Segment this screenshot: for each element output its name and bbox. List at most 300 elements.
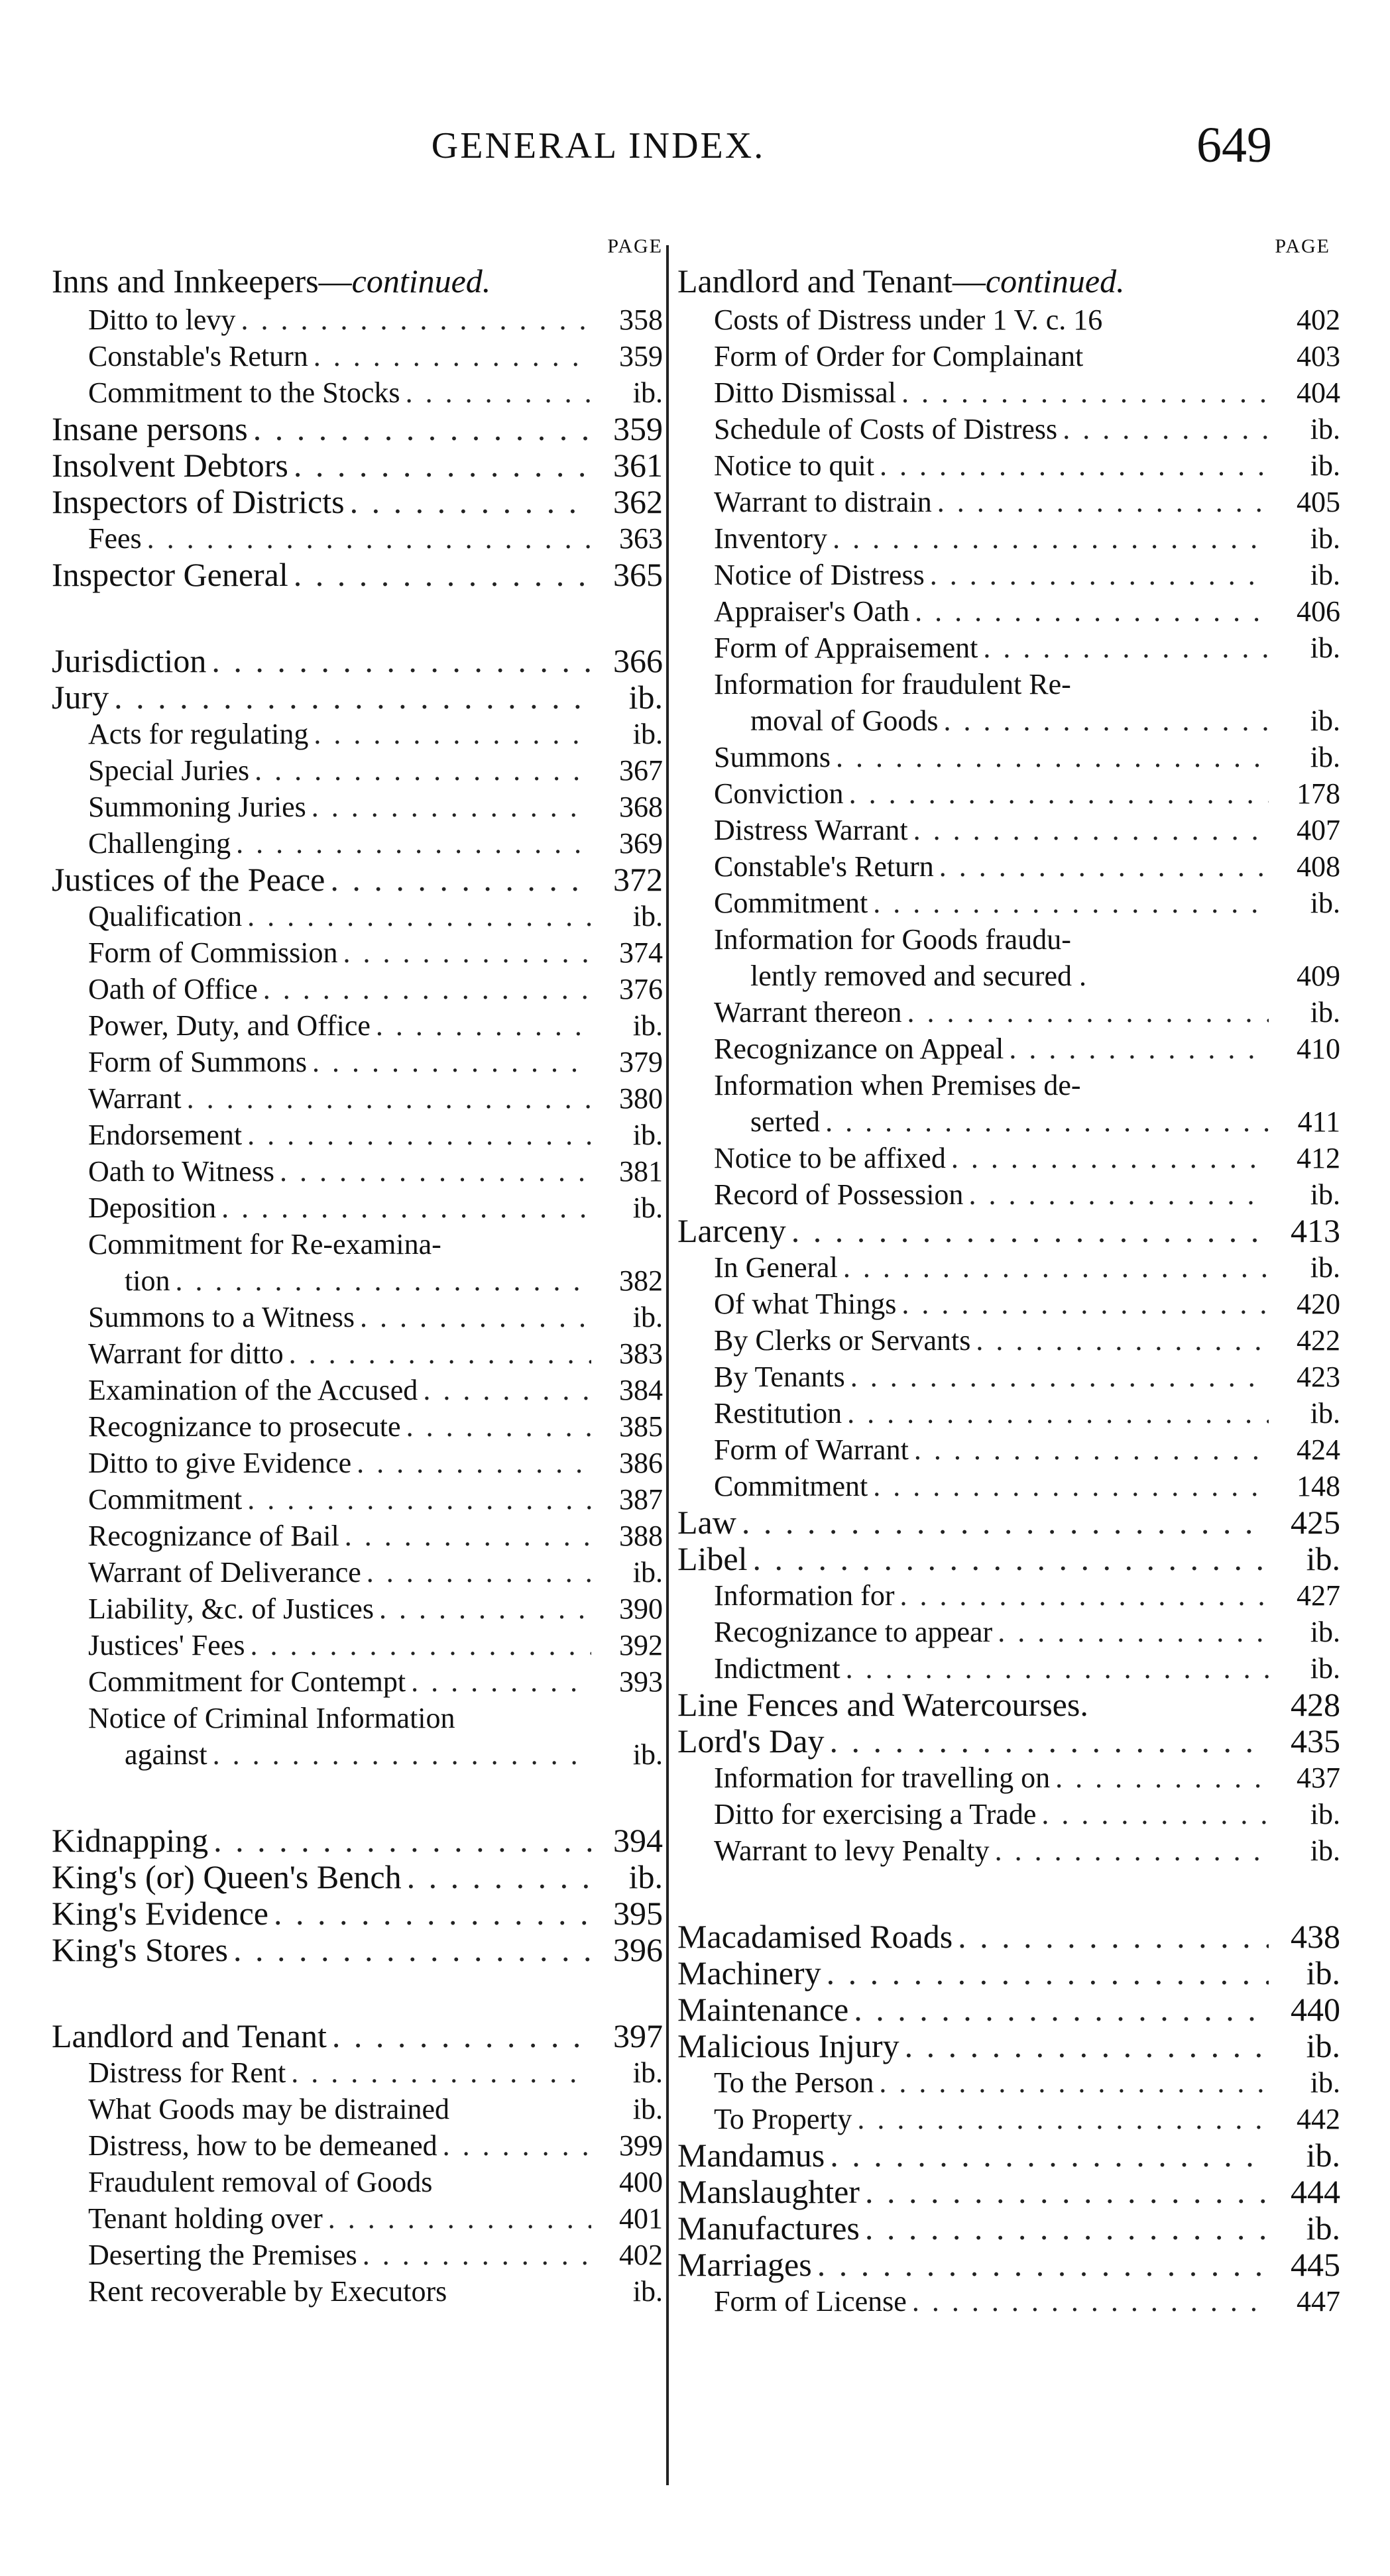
- entry-page: 363: [619, 522, 663, 555]
- index-subentry: [52, 934, 663, 971]
- entry-label-text: Recognizance on Appeal: [714, 1033, 1004, 1065]
- entry-label-text: Conviction: [714, 777, 844, 810]
- entry-label-text: Ditto to give Evidence: [88, 1447, 352, 1479]
- section-gap: [52, 593, 663, 643]
- leader-dots: [241, 302, 591, 338]
- entry-label-text: Summoning Juries: [88, 791, 306, 823]
- entry-label-text: Tenant holding over: [88, 2202, 323, 2235]
- leader-dots: [899, 1577, 1269, 1614]
- index-entry: [677, 2137, 1340, 2174]
- entry-label: [714, 557, 925, 593]
- entry-label-text: Landlord and Tenant: [52, 2017, 327, 2054]
- entry-label-text: Recognizance of Bail: [88, 1520, 339, 1552]
- entry-label-text: Libel: [677, 1540, 748, 1577]
- entry-label: [88, 338, 308, 374]
- entry-label-text: Justices' Fees: [88, 1629, 245, 1661]
- index-subentry: [677, 1140, 1340, 1176]
- entry-label: [714, 520, 827, 557]
- leader-dots: [937, 484, 1269, 520]
- entry-label-text: Restitution: [714, 1397, 842, 1429]
- entry-page: 361: [613, 447, 663, 484]
- entry-label: [52, 447, 288, 484]
- entry-label: [88, 1117, 242, 1153]
- index-subentry: [52, 1190, 663, 1226]
- index-subentry: [52, 1591, 663, 1627]
- entry-label-text: Form of Warrant: [714, 1433, 909, 1466]
- index-subentry: [52, 1080, 663, 1117]
- entry-label: [52, 1822, 208, 1859]
- entry-label: [88, 1153, 274, 1190]
- entry-label: [88, 1627, 245, 1663]
- index-subentry: [677, 1395, 1340, 1431]
- entry-label: [677, 2247, 812, 2283]
- leader-dots: [291, 2054, 591, 2091]
- entry-page: ib.: [632, 2056, 663, 2089]
- leader-dots: [407, 1859, 591, 1895]
- entry-page: ib.: [1310, 1798, 1340, 1830]
- running-title: GENERAL INDEX.: [431, 125, 766, 166]
- index-subentry: [677, 1796, 1340, 1832]
- entry-label: [88, 1591, 374, 1627]
- entry-page: 401: [619, 2202, 663, 2235]
- entry-page: 376: [619, 973, 663, 1005]
- index-subentry: [677, 338, 1340, 374]
- index-subentry: [677, 302, 1340, 338]
- continued-heading: [677, 260, 1340, 302]
- entry-page: 409: [1297, 960, 1340, 992]
- entry-page: 388: [619, 1520, 663, 1552]
- entry-label: [88, 2091, 449, 2127]
- entry-label: [52, 1895, 268, 1932]
- entry-label-text: Macadamised Roads: [677, 1918, 953, 1955]
- entry-page: 447: [1297, 2285, 1340, 2318]
- entry-label: [714, 2283, 907, 2320]
- entry-label-text: Lord's Day: [677, 1722, 825, 1760]
- entry-label-text: Warrant: [88, 1082, 182, 1115]
- index-entry: [52, 411, 663, 447]
- entry-label-text: Recognizance to prosecute: [88, 1410, 401, 1443]
- leader-dots: [905, 2028, 1269, 2064]
- leader-dots: [976, 1322, 1269, 1359]
- entry-page: 442: [1297, 2103, 1340, 2135]
- entry-label: [714, 994, 902, 1031]
- entry-label: [88, 1663, 406, 1700]
- entry-page: ib.: [1310, 996, 1340, 1029]
- entry-page: 362: [613, 483, 663, 520]
- index-subentry: [677, 1359, 1340, 1395]
- leader-dots: [753, 1541, 1269, 1577]
- leader-dots: [998, 1614, 1269, 1650]
- leader-dots: [233, 1932, 591, 1968]
- entry-label: [88, 1372, 418, 1408]
- leader-dots: [247, 1117, 591, 1153]
- entry-label-text: Constable's Return: [88, 340, 308, 372]
- entry-label-text: Form of Appraisement: [714, 632, 978, 664]
- entry-label: [714, 1286, 896, 1322]
- index-subentry: [677, 775, 1340, 812]
- leader-dots: [187, 1080, 591, 1117]
- entry-page: 437: [1297, 1762, 1340, 1794]
- leader-dots: [847, 1395, 1269, 1431]
- leader-dots: [376, 1007, 591, 1044]
- entry-page: 390: [619, 1593, 663, 1625]
- entry-label-text: Information for: [714, 1579, 895, 1612]
- entry-label: [88, 1044, 307, 1080]
- leader-dots: [865, 2174, 1269, 2210]
- entry-label: [88, 2273, 447, 2310]
- index-entry: [677, 2247, 1340, 2283]
- entry-label: [714, 666, 1071, 702]
- index-subentry: [52, 2237, 663, 2273]
- leader-dots: [873, 1468, 1269, 1504]
- entry-label: [88, 1518, 339, 1554]
- entry-label-text: Manufactures: [677, 2210, 860, 2247]
- index-entry: [677, 1213, 1340, 1249]
- entry-label: [714, 775, 844, 812]
- leader-dots: [363, 2237, 591, 2273]
- leader-dots: [854, 1991, 1269, 2028]
- entry-label: [750, 702, 939, 739]
- leader-dots: [443, 2127, 591, 2164]
- index-entry: [677, 1955, 1340, 1991]
- index-subentry: [52, 825, 663, 862]
- entry-label: [677, 1955, 821, 1991]
- entry-label: [714, 1249, 838, 1286]
- leader-dots: [330, 862, 591, 898]
- leader-dots: [250, 1627, 591, 1663]
- entry-page: 148: [1297, 1470, 1340, 1502]
- entry-page: 379: [619, 1046, 663, 1078]
- entry-label: [714, 1431, 909, 1468]
- entry-label: [714, 1614, 992, 1650]
- page-number: 649: [1196, 117, 1272, 173]
- entry-page: 399: [619, 2129, 663, 2162]
- index-subentry: [677, 1286, 1340, 1322]
- entry-page: 387: [619, 1483, 663, 1516]
- entry-label-text: Inspector General: [52, 556, 288, 593]
- entry-label: [714, 374, 896, 411]
- entry-label-text: Ditto to levy: [88, 304, 236, 336]
- entry-label-text: Warrant of Deliverance: [88, 1556, 361, 1589]
- index-subentry: [677, 520, 1340, 557]
- leader-dots: [873, 885, 1269, 921]
- entry-label: [52, 557, 288, 593]
- leader-dots: [913, 812, 1269, 848]
- entry-page: 367: [619, 754, 663, 787]
- entry-page: ib.: [1310, 704, 1340, 737]
- entry-page: 404: [1297, 376, 1340, 409]
- leader-dots: [423, 1372, 591, 1408]
- index-subentry: [52, 2127, 663, 2164]
- leader-dots: [968, 1176, 1269, 1213]
- entry-page: ib.: [1310, 559, 1340, 591]
- entry-label: [677, 1541, 748, 1577]
- entry-label: [714, 411, 1057, 447]
- index-subentry: [677, 2064, 1340, 2101]
- entry-page: 420: [1297, 1288, 1340, 1320]
- entry-label: [714, 338, 1083, 374]
- index-subentry: [52, 2054, 663, 2091]
- entry-page: 396: [613, 1931, 663, 1968]
- index-subentry: [52, 716, 663, 752]
- entry-label: [88, 1408, 401, 1445]
- entry-label-text: Information when Premises de-: [714, 1069, 1081, 1101]
- entry-label-text: Deserting the Premises: [88, 2239, 357, 2271]
- leader-dots: [901, 374, 1269, 411]
- entry-page: 438: [1291, 1918, 1340, 1955]
- entry-label-text: Examination of the Accused: [88, 1374, 418, 1406]
- entry-page: ib.: [632, 718, 663, 750]
- entry-label: [677, 260, 1125, 302]
- leader-dots: [857, 2101, 1269, 2137]
- leader-dots: [1055, 1760, 1269, 1796]
- entry-label-text: Qualification: [88, 900, 243, 932]
- entry-page: ib.: [1310, 887, 1340, 919]
- entry-page: ib.: [632, 1009, 663, 1042]
- entry-label-text: Ditto Dismissal: [714, 376, 897, 409]
- index-subentry: [677, 1832, 1340, 1869]
- entry-page: 381: [619, 1155, 663, 1188]
- leader-dots: [995, 1832, 1269, 1869]
- entry-page: ib.: [1306, 2210, 1340, 2247]
- index-entry: [677, 1919, 1340, 1955]
- entry-label-text: Appraiser's Oath: [714, 595, 910, 628]
- entry-page: ib.: [1306, 2137, 1340, 2174]
- leader-dots: [849, 775, 1269, 812]
- entry-label: [52, 484, 345, 520]
- entry-label: [52, 643, 206, 679]
- index-subentry: [677, 1249, 1340, 1286]
- entry-label: [677, 2028, 899, 2064]
- entry-page: 407: [1297, 814, 1340, 846]
- entry-label: [88, 1554, 361, 1591]
- entry-label: [677, 1504, 736, 1541]
- entry-label: [714, 1468, 868, 1504]
- entry-label-text: Warrant to distrain: [714, 486, 932, 518]
- section-gap: [52, 1773, 663, 1822]
- entry-label: [88, 716, 308, 752]
- entry-label-text: Costs of Distress under 1 V. c. 16: [714, 304, 1103, 336]
- entry-label-text: Notice of Distress: [714, 559, 925, 591]
- entry-page: ib.: [632, 900, 663, 932]
- entry-page: 403: [1297, 340, 1340, 372]
- entry-page: 425: [1291, 1504, 1340, 1541]
- entry-label: [714, 739, 831, 775]
- entry-page: ib.: [1310, 413, 1340, 445]
- entry-label-text: serted: [750, 1105, 821, 1138]
- right-page-label: PAGE: [1275, 235, 1330, 257]
- entry-page: 408: [1297, 850, 1340, 883]
- entry-label: [88, 302, 235, 338]
- entry-label-text: against: [125, 1738, 207, 1771]
- entry-label-text: Information for fraudulent Re-: [714, 668, 1071, 700]
- entry-label: [88, 2237, 357, 2273]
- entry-label: [714, 921, 1071, 958]
- entry-label-text: Summons to a Witness: [88, 1301, 355, 1333]
- entry-label: [714, 848, 934, 885]
- entry-label: [714, 302, 1102, 338]
- index-subentry: [677, 593, 1340, 630]
- index-subentry: [52, 971, 663, 1007]
- index-subentry: [677, 1176, 1340, 1213]
- entry-label: [88, 789, 306, 825]
- index-subentry: [52, 898, 663, 934]
- leader-dots: [833, 520, 1269, 557]
- entry-label: [677, 2210, 860, 2247]
- index-subentry: [677, 848, 1340, 885]
- entry-label-text: Of what Things: [714, 1288, 897, 1320]
- leader-dots: [411, 1663, 591, 1700]
- entry-label-text: Commitment to the Stocks: [88, 376, 400, 409]
- entry-label: [88, 2200, 323, 2237]
- index-subentry: [677, 702, 1340, 739]
- entry-label: [88, 1445, 351, 1481]
- index-entry: [52, 447, 663, 484]
- entry-page: 385: [619, 1410, 663, 1443]
- index-entry: [52, 2018, 663, 2054]
- leader-dots: [836, 739, 1269, 775]
- leader-dots: [314, 338, 591, 374]
- entry-label: [714, 1322, 970, 1359]
- index-entry: [677, 2174, 1340, 2210]
- entry-label-text: Form of Order for Complainant: [714, 340, 1084, 372]
- entry-label: [88, 2164, 432, 2200]
- entry-label: [677, 1687, 1088, 1723]
- leader-dots: [213, 1736, 591, 1773]
- index-subentry: [677, 958, 1340, 994]
- index-subentry: [52, 1226, 663, 1262]
- entry-label-text: Machinery: [677, 1954, 821, 1991]
- leader-dots: [221, 1190, 591, 1226]
- entry-page: 366: [613, 642, 663, 679]
- entry-label-text: Record of Possession: [714, 1178, 964, 1211]
- index-subentry: [677, 812, 1340, 848]
- index-subentry: [52, 338, 663, 374]
- index-subentry: [677, 1650, 1340, 1687]
- entry-page: ib.: [1310, 522, 1340, 555]
- entry-label: [88, 752, 249, 789]
- entry-label: [714, 812, 908, 848]
- section-gap: [677, 1869, 1340, 1919]
- entry-page: 178: [1297, 777, 1340, 810]
- entry-page: ib.: [632, 1556, 663, 1589]
- index-subentry: [52, 1262, 663, 1299]
- leader-dots: [829, 1723, 1269, 1760]
- entry-page: ib.: [632, 376, 663, 409]
- entry-label: [677, 1213, 786, 1249]
- entry-label: [714, 1359, 845, 1395]
- index-subentry: [677, 921, 1340, 958]
- entry-label-text: Kidnapping: [52, 1822, 209, 1859]
- entry-page: 359: [613, 410, 663, 447]
- leader-dots: [360, 1299, 591, 1335]
- entry-label-text: Form of License: [714, 2285, 907, 2318]
- leader-dots: [983, 630, 1269, 666]
- leader-dots: [328, 2200, 591, 2237]
- entry-page: 406: [1297, 595, 1340, 628]
- entry-page: ib.: [1310, 1652, 1340, 1685]
- entry-label: [714, 1832, 990, 1869]
- leader-dots: [175, 1262, 591, 1299]
- index-subentry: [677, 2101, 1340, 2137]
- entry-page: 402: [1297, 304, 1340, 336]
- entry-label-text: Fees: [88, 522, 142, 555]
- entry-label-text: Deposition: [88, 1192, 217, 1224]
- leader-dots: [312, 789, 591, 825]
- leader-dots: [379, 1591, 591, 1627]
- leader-dots: [289, 1335, 591, 1372]
- index-subentry: [52, 2091, 663, 2127]
- leader-dots: [247, 1481, 591, 1518]
- entry-label-text: lently removed and secured .: [750, 960, 1087, 992]
- index-entry: [52, 1859, 663, 1895]
- entry-label: [88, 1700, 455, 1736]
- entry-page: 440: [1291, 1991, 1340, 2028]
- entry-label-text: King's Stores: [52, 1931, 228, 1968]
- entry-label-text: Insane persons: [52, 410, 248, 447]
- index-subentry: [677, 1614, 1340, 1650]
- index-subentry: [677, 1322, 1340, 1359]
- entry-label-text: Challenging: [88, 827, 231, 860]
- entry-label: [677, 1723, 824, 1760]
- entry-label-text: Constable's Return: [714, 850, 934, 883]
- entry-label: [88, 520, 142, 557]
- entry-page: ib.: [1306, 1954, 1340, 1991]
- leader-dots: [880, 447, 1269, 484]
- entry-label: [88, 825, 231, 862]
- entry-label-text: Oath of Office: [88, 973, 258, 1005]
- entry-label: [714, 1577, 894, 1614]
- leader-dots: [147, 520, 591, 557]
- index-subentry: [677, 1031, 1340, 1067]
- entry-label: [714, 1031, 1004, 1067]
- entry-label: [88, 1335, 284, 1372]
- entry-label-text: Line Fences and Watercourses.: [677, 1686, 1088, 1723]
- entry-label-text: moval of Goods: [750, 704, 939, 737]
- entry-page: ib.: [628, 1858, 663, 1895]
- index-entry: [52, 1895, 663, 1932]
- leader-dots: [914, 1431, 1269, 1468]
- leader-dots: [312, 1044, 591, 1080]
- entry-page: ib.: [632, 1738, 663, 1771]
- leader-dots: [255, 752, 591, 789]
- leader-dots: [879, 2064, 1269, 2101]
- entry-label: [52, 862, 325, 898]
- index-subentry: [52, 520, 663, 557]
- entry-page: 412: [1297, 1142, 1340, 1174]
- index-entry: [677, 1504, 1340, 1541]
- entry-label-italic: continued.: [985, 262, 1125, 300]
- leader-dots: [406, 1408, 591, 1445]
- entry-page: 402: [619, 2239, 663, 2271]
- entry-label: [88, 898, 242, 934]
- index-entry: [52, 862, 663, 898]
- index-entry: [677, 1991, 1340, 2028]
- entry-label-text: In General: [714, 1251, 838, 1284]
- entry-label-text: Jury: [52, 679, 109, 716]
- entry-page: ib.: [1310, 1178, 1340, 1211]
- entry-page: 400: [619, 2166, 663, 2198]
- index-entry: [677, 2210, 1340, 2247]
- entry-label-text: Distress Warrant: [714, 814, 908, 846]
- entry-label-text: Maintenance: [677, 1991, 849, 2028]
- leader-dots: [350, 484, 591, 520]
- entry-label: [125, 1736, 207, 1773]
- entry-label-text: Oath to Witness: [88, 1155, 274, 1188]
- entry-label-text: By Clerks or Servants: [714, 1324, 971, 1357]
- leader-dots: [958, 1919, 1269, 1955]
- entry-label: [714, 885, 868, 921]
